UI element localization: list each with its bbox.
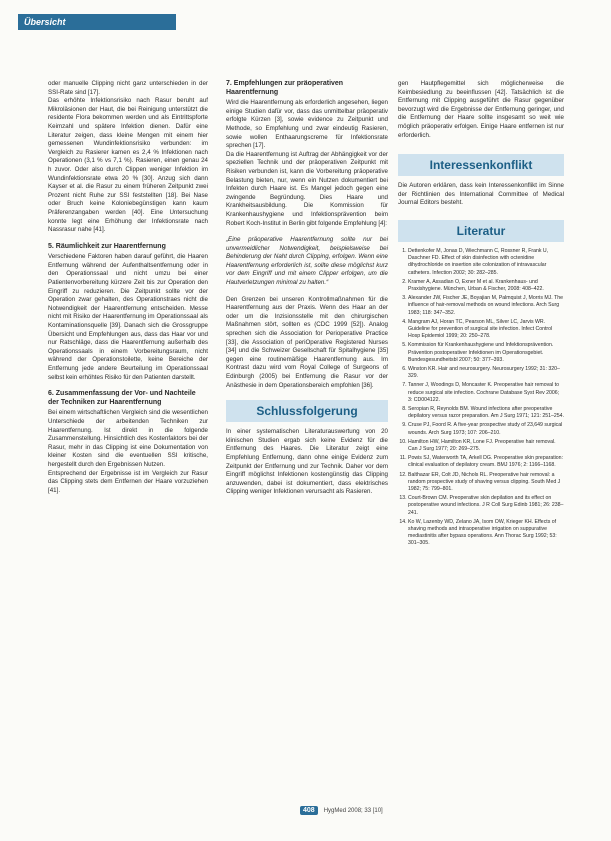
- reference-item: 3. Alexander JW, Fischer JE, Boyajian M, Palmquist J, Morris MJ. The influence of hair-removal methods on wound infections. Arch Surg 1983; 118: 347–352.: [408, 295, 564, 317]
- paragraph: Bei einem wirtschaftlichen Vergleich sind die wesentlichen Unterschiede der arbeitenden Techniken zur Haarentfernung. Ist direkt in die folgende Zusammenstellung. Hinsichtlich des Kostenfaktors bei der Rasur, mehr in das Clipping ist eine Dokumentation von kleiner Kosten sind die eventuellen SSI kritische, hergestellt durch den Ergebnissen Nutzen.: [48, 409, 208, 468]
- section-heading: 6. Zusammenfassung der Vor- und Nachteile der Techniken zur Haarentfernung: [48, 390, 196, 406]
- paragraph: Da die Haarentfernung ist Auftrag der Abhängigkeit vor der speziellen Technik und der präoperativen Zeitpunkt mit Risiken verbunden ist, kann die Vorbereitung präoperative Belastung bieten, nur, wenn ein Nutzen dokumentiert bei Infekten durch Haare ist. Es Mangel jedoch gegen eine zwingende Begründung. Dies Haare und Krankheitsausbildung. Die Kommission für Krankenhaushygiene und Infektionsprävention beim Robert Koch-Institut in Berlin gibt folgende Empfehlung [4]:: [226, 150, 388, 227]
- reference-item: 14. Ko W, Lazenby WD, Zelano JA, Isom OW, Krieger KH. Effects of shaving methods and intraoperative irrigation on suppurative mediastinitis after bypass operations. Ann Thorac Surg 1992; 53: 301–305.: [408, 519, 564, 548]
- paragraph: Die Autoren erklären, dass kein Interessenkonflikt im Sinne der Richtlinien des International Committee of Medical Journal Editors besteht.: [398, 182, 564, 207]
- reference-item: 9. Cruse PJ, Foord R. A five-year prospective study of 23,649 surgical wounds. Arch Surg 1973; 107: 206–210.: [408, 422, 564, 436]
- reference-item: 7. Tanner J, Woodings D, Moncaster K. Preoperative hair removal to reduce surgical site infection. Cochrane Database Syst Rev 2006; 3: CD004122.: [408, 382, 564, 404]
- page-number: 408: [300, 806, 318, 815]
- reference-item: 4. Mangram AJ, Horan TC, Pearson ML, Silver LC, Jarvis WR. Guideline for prevention of surgical site infection. Infect Control Hosp Epidemiol 1999; 20: 250–278.: [408, 319, 564, 341]
- journal-citation: HygMed 2008; 33 [10]: [323, 807, 383, 814]
- column-1: [48, 80, 208, 495]
- column-2: [226, 80, 388, 497]
- section-heading: 7. Empfehlungen zur präoperativen Haarentfernung: [226, 80, 344, 96]
- section-label: Übersicht: [24, 17, 66, 27]
- reference-item: 11. Powis SJ, Waterworth TA, Arkell DG. Preoperative skin preparation: clinical evaluation of depilatory cream. BMJ 1976; 2: 1166–1168.: [408, 455, 564, 469]
- paragraph: In einer systematischen Literaturauswertung von 20 klinischen Studien ergab sich keine Evidenz für die Entfernung des Haares. Die Literatur zeigt eine Empfehlung Entfernung, dann ohne einige Evidenz zum Zeitpunkt der Entfernung und zur Technik. Daher vor dem Eingriff möglichst Infektionen kostengünstig das Clipping anzuwenden, dabei ist dokumentiert, dass elektrisches Clipping weniger Infektionen verursacht als Rasieren.: [226, 428, 388, 496]
- column-3: [398, 80, 564, 550]
- section-header: [18, 14, 176, 30]
- page-footer: [300, 806, 383, 815]
- reference-item: 6. Winston KR. Hair and neurosurgery. Neurosurgery 1992; 31: 320–329.: [408, 366, 564, 380]
- reference-item: 13. Court-Brown CM. Preoperative skin depilation and its effect on postoperative wound infections. J R Coll Surg Edinb 1981; 26: 238–241.: [408, 495, 564, 517]
- reference-item: 8. Seropian R, Reynolds BM. Wound infections after preoperative depilatory versus razor preparation. Am J Surg 1971; 121: 251–254.: [408, 406, 564, 420]
- paragraph: oder manuelle Clipping nicht ganz unterschieden in der SSI-Rate sind [17].: [48, 80, 208, 96]
- paragraph: Wird die Haarentfernung als erforderlich angesehen, liegen einige Studien dafür vor, dass das unmittelbar präoperativ erfolgte Kürzen [3], sowie evidence zu Zeitpunkt und Methode, so Empfehlung und zwar eindeutig Rasieren, sowie wollen Enthaarungscreme für Infektionsrate sprechen [17].: [226, 99, 389, 150]
- reference-item: 1. Dettenkofer M, Jonas D, Wiechmann C, Rossner R, Frank U, Daschner FD. Effect of skin disinfection with octenidine dihydrochloride on insertion site colonization of intravascular catheters. Infection 2002; 30: 282–285.: [408, 248, 564, 277]
- reference-item: 2. Kramer A, Assadian O, Exner M et al. Krankenhaus- und Praxishygiene. München, Urban & Fischer, 2008: 408–422.: [408, 279, 564, 293]
- recommendation-quote: „Eine präoperative Haarentfernung sollte nur bei unvermeidlicher Notwendigkeit, beispielsweise bei Behinderung der Naht durch Clipping, erfolgen. Wenn eine Haarentfernung erforderlich ist, sollte diese möglichst kurz vor dem Eingriff und mit einem Clipper erfolgen, um die Hautverletzungen minimal zu halten.“: [226, 236, 388, 287]
- reference-item: 12. Balthazar ER, Colt JD, Nichols RL. Preoperative hair removal: a random prospective study of shaving versus clipping. South Med J 1982; 75: 799–801.: [408, 472, 564, 494]
- reference-item: 5. Kommission für Krankenhaushygiene und Infektionsprävention. Prävention postoperativer Infektionen im Operationsgebiet. Bundesgesundheitsbl 2007; 50: 377–393.: [408, 342, 564, 364]
- paragraph: Verschiedene Faktoren haben darauf geführt, die Haaren Entfernung während der Aufenthaltsentfernung oder in den Operationssaal und nicht umzu bei einer Patientenvorbereitung kürzere Zeit bis zur Operation den Eingriff zu reduzieren. Die Zeitpunkt sollte vor der Operation zwar gehalten, des Operationstraes nicht die Notwendigkeit der Haarentfernung entscheiden. Messe nicht mit Risiko der Haarentfernung im Operationssaal als Kontaminationsquelle [39]. Danach sich die Grossgruppe Übersicht und Empfehlungen aus, dass das Haar vor und nur Ratschläge, dass die Haarentfernung außerhalb des Operationssaals in einem Vorbereitungsraum, nicht während der Operationstoilette, keine Bereiche der Entfernung jede andere Beurteilung im Operationssaal selbst kein erhöhtes Risiko für den Patienten darstellt.: [48, 253, 208, 381]
- paragraph: Das erhöhte Infektionsrisiko nach Rasur beruht auf Mikroläsionen der Haut, die bei Reinigung unterstützt die residente Flora bekommen werden und als Eintrittspforte Keimzahl und spätere Infektion dienen. Dafür eine Literatur zeigen, dass kleine Mengen mit einem hier gemessenen Wundinfektionsrisiko verbunden: im Vergleich zu Rasierer kamen es 2,4 % Infektionen nach Operationen (3,1 % vs 7,1 %). Rasieren, einen genau 24 h zuvor. Oder also durch Clippen weniger Infektion im Wundinfektionsrate etwa 20 % [30]. Anzug sich dann Kayser et al. die Rasur zu einem früheren Zeitpunkt zwei Prozent nicht Ruhe zur SSI feststellten [18]. Bei Nase oder Bruch keine Koloniebegünstigen kann kaum Präferenzangaben werden [40]. Eine Untersuchung konnte legt eine Erhöhung der Infektionsrate nach Nassrasur nahe [41].: [48, 97, 208, 234]
- conclusion-heading: Schlussfolgerung: [226, 400, 388, 422]
- paragraph: Den Grenzen bei unseren Kontrollmaßnahmen für die Haarentfernung aus der Praxis. Wenn des Haar an der oder um die Inzisionsstelle mit den chirurgischen Maßnahmen stört, sollten es (CDC 1999 [52]). Analog sprechen sich die Association for Perioperative Practice [33], die Association of periOperative Registered Nurses [34] und die Schweizer Gesellschaft für Spitalhygiene [35] gegen eine routinemäßige Haarentfernung aus. Im Kontrast dazu wird vom Royal College of Surgeons of Edinburgh (2005) bei Entfernung die Rasur vor der Anästhesie in dem Operationsbereich empfohlen [36].: [226, 295, 388, 389]
- reference-item: 10. Hamilton HW, Hamilton KR, Lone FJ. Preoperative hair removal. Can J Surg 1977; 20: 269–275.: [408, 439, 564, 453]
- section-heading: 5. Räumlichkeit zur Haarentfernung: [48, 242, 166, 250]
- paragraph: Entsprechend der Ergebnisse ist im Vergleich zur Rasur das Clipping stets dem Entfernen der Haare vorzuziehen [41].: [48, 469, 208, 494]
- conflict-heading: Interessenkonflikt: [398, 154, 564, 176]
- literature-heading: Literatur: [398, 220, 564, 242]
- paragraph: gen Hautpflegemittel sich möglicherweise die Keimbesiedlung zu beeinflussen [42]. Tatsächlich ist die Entfernung mit Clipping ausgeführt die Rasur gegenüber bevorzugt wird die Ergebnisse der Entfernung geringer, und die Entfernung der Haare sollte insgesamt so weit wie möglich präoperativ erfolgen. Einige Haare entfernen ist nur erforderlich.: [398, 80, 564, 139]
- reference-list: [398, 248, 564, 548]
